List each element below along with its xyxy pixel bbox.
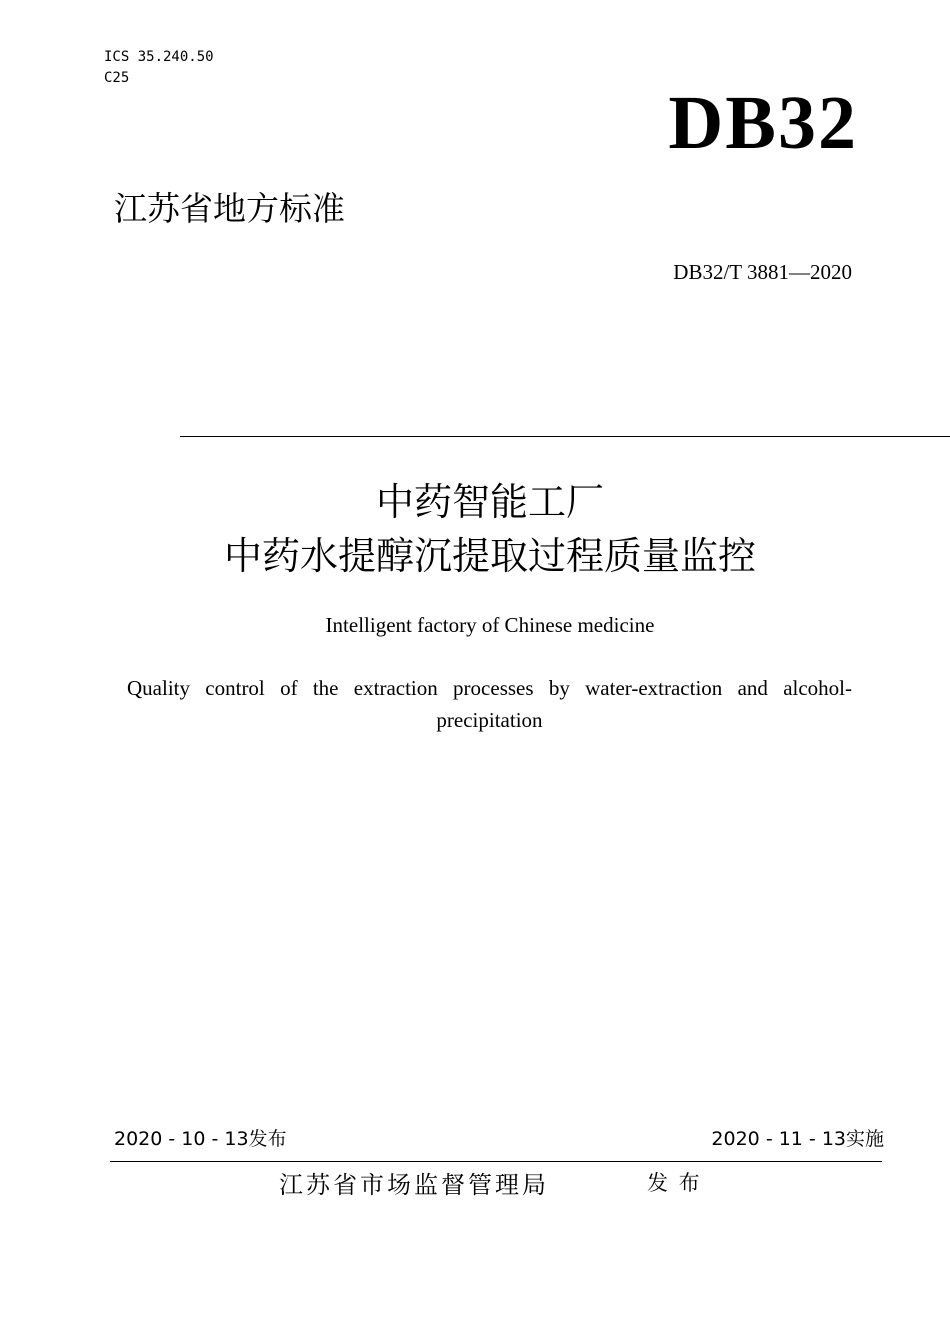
en-title-line2: Quality control of the extraction processes by water-extraction and alcohol-precipitation <box>127 676 852 732</box>
ccs-code: C25 <box>104 70 130 86</box>
standard-logo: DB32 <box>668 81 858 165</box>
standard-type: 江苏省地方标准 <box>114 189 345 228</box>
ics-code: ICS 35.240.50 <box>104 49 214 65</box>
issue-label: 发 布 <box>647 1171 702 1195</box>
cn-title-line1: 中药智能工厂 <box>375 480 604 524</box>
issuer: 江苏省市场监督管理局 <box>279 1171 549 1199</box>
issue-date: 2020 - 10 - 13发布 <box>114 1128 287 1150</box>
standard-number: DB32/T 3881—2020 <box>673 260 852 284</box>
en-title-line1: Intelligent factory of Chinese medicine <box>325 613 655 637</box>
bottom-divider <box>110 1161 882 1162</box>
top-divider <box>180 436 950 437</box>
implementation-date: 2020 - 11 - 13实施 <box>711 1128 884 1150</box>
cn-title-line2: 中药水提醇沉提取过程质量监控 <box>223 534 756 578</box>
